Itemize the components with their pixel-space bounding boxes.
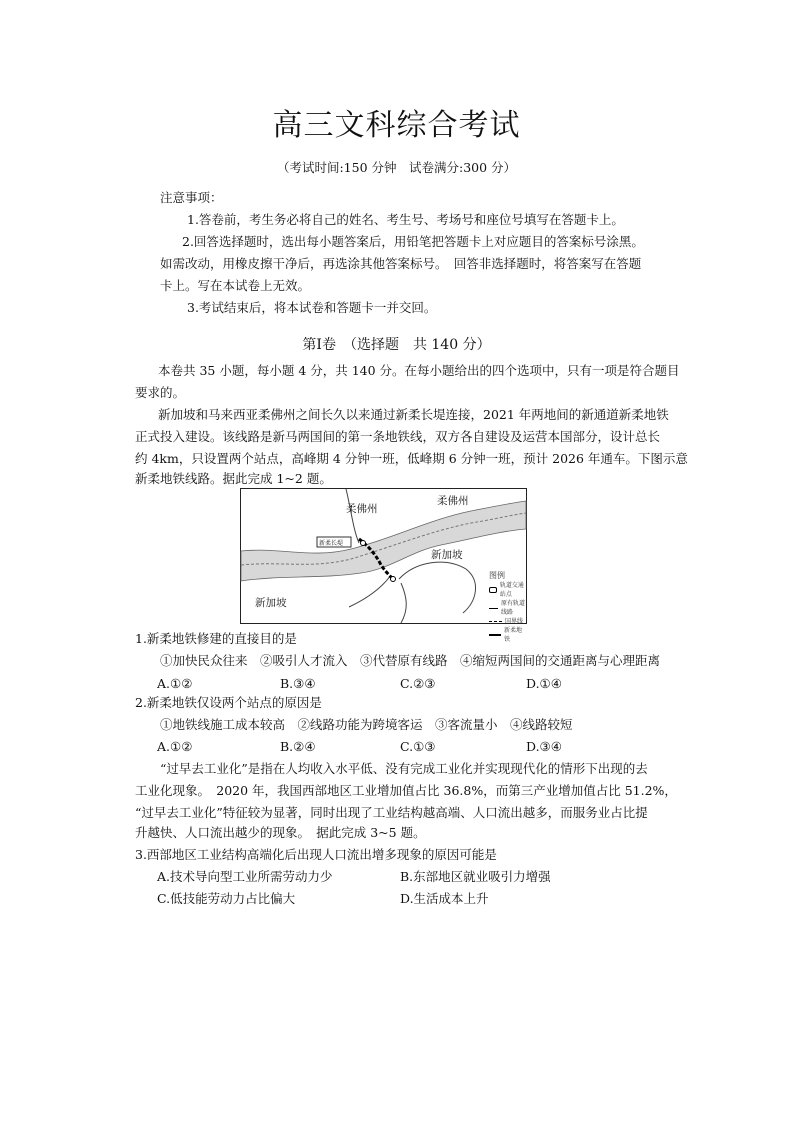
notice-item-3: 3.考试结束后，将本试卷和答题卡一并交回。 xyxy=(187,300,437,315)
legend-item: 原有轨道线路 xyxy=(489,599,526,617)
notice-item-1: 1.答卷前，考生务必将自己的姓名、考生号、考场号和座位号填写在答题卡上。 xyxy=(187,212,624,227)
map-label-singapore-1: 新加坡 xyxy=(431,549,463,561)
map-label-johor-1: 柔佛州 xyxy=(346,503,378,515)
q3-option-c: C.低技能劳动力占比偏大 xyxy=(157,891,296,906)
passage1-line4: 新柔地铁线路。据此完成 1~2 题。 xyxy=(135,471,332,486)
q1-option-b: B.③④ xyxy=(280,676,316,691)
passage1-line3: 约 4km，只设置两个站点，高峰期 4 分钟一班，低峰期 6 分钟一班，预计 2026 年通车。下图示意 xyxy=(135,451,688,466)
notice-item-2-line1: 2.回答选择题时，选出每小题答案后，用铅笔把答题卡上对应题目的答案标号涂黑。 xyxy=(182,234,644,249)
metro-map xyxy=(240,488,527,643)
station-marker xyxy=(361,541,366,546)
q3-option-d: D.生活成本上升 xyxy=(400,891,489,906)
rail-line-east xyxy=(399,562,476,613)
q1-stem: 1.新柔地铁修建的直接目的是 xyxy=(135,631,297,646)
q2-option-d: D.③④ xyxy=(526,739,562,754)
q3-option-a: A.技术导向型工业所需劳动力少 xyxy=(157,869,333,884)
passage2-line3: “过早去工业化”特征较为显著，同时出现了工业结构越高端、人口流出越多，而服务业占比提 xyxy=(135,805,648,820)
legend-item: 轨道交通站点 xyxy=(489,581,526,599)
rail-line-south xyxy=(401,583,406,623)
q1-option-a: A.①② xyxy=(157,676,193,691)
map-legend xyxy=(489,571,526,644)
q1-choices: ①加快民众往来 ②吸引人才流入 ③代替原有线路 ④缩短两国间的交通距离与心理距离 xyxy=(160,653,661,668)
passage2-line1: “过早去工业化”是指在人均收入水平低、没有完成工业化并实现现代化的情形下出现的去 xyxy=(160,761,648,776)
map-label-causeway: 新柔长堤 xyxy=(319,540,344,547)
section-heading: 第Ⅰ卷 （选择题 共 140 分） xyxy=(302,337,491,353)
exam-subtitle: （考试时间:150 分钟 试卷满分:300 分） xyxy=(276,160,517,175)
notice-item-2-line2: 如需改动，用橡皮擦干净后，再选涂其他答案标号。 回答非选择题时，将答案写在答题 xyxy=(160,256,642,271)
section-intro-line2: 要求的。 xyxy=(135,385,186,400)
q3-stem: 3.西部地区工业结构高端化后出现人口流出增多现象的原因可能是 xyxy=(135,847,497,862)
passage2-line2: 工业化现象。 2020 年，我国西部地区工业增加值占比 36.8%，而第三产业增加值占比 51.2%， xyxy=(135,783,677,798)
q3-option-b: B.东部地区就业吸引力增强 xyxy=(400,869,551,884)
notice-item-2-line3: 卡上。写在本试卷上无效。 xyxy=(160,278,311,293)
q2-option-c: C.①③ xyxy=(400,739,436,754)
q2-option-a: A.①② xyxy=(157,739,193,754)
q2-option-b: B.②④ xyxy=(280,739,316,754)
legend-title: 图例 xyxy=(489,571,505,580)
map-label-johor-2: 柔佛州 xyxy=(437,495,469,507)
map-label-singapore-2: 新加坡 xyxy=(255,597,287,609)
rail-line-north xyxy=(346,489,359,543)
q1-option-c: C.②③ xyxy=(400,676,436,691)
rail-line-west xyxy=(349,575,391,607)
section-intro-line1: 本卷共 35 小题，每小题 4 分，共 140 分。在每小题给出的四个选项中，只有一项是符合题目 xyxy=(158,363,680,378)
passage1-line2: 正式投入建设。该线路是新马两国间的第一条地铁线，双方各自建设及运营本国部分，设计总长 xyxy=(135,429,661,444)
station-marker xyxy=(391,577,396,582)
exam-title: 高三文科综合考试 xyxy=(272,108,521,143)
q2-choices: ①地铁线施工成本较高 ②线路功能为跨境客运 ③客流量小 ④线路较短 xyxy=(160,717,573,732)
notice-heading: 注意事项： xyxy=(160,190,223,205)
q2-stem: 2.新柔地铁仅设两个站点的原因是 xyxy=(135,695,322,710)
legend-item: 新柔地铁 xyxy=(489,626,526,644)
legend-item: 国界线 xyxy=(489,617,526,626)
passage2-line4: 升越快、人口流出越少的现象。 据此完成 3~5 题。 xyxy=(135,825,426,840)
passage1-line1: 新加坡和马来西亚柔佛州之间长久以来通过新柔长堤连接，2021 年两地间的新通道新柔地铁 xyxy=(158,407,669,422)
q1-option-d: D.①④ xyxy=(526,676,562,691)
